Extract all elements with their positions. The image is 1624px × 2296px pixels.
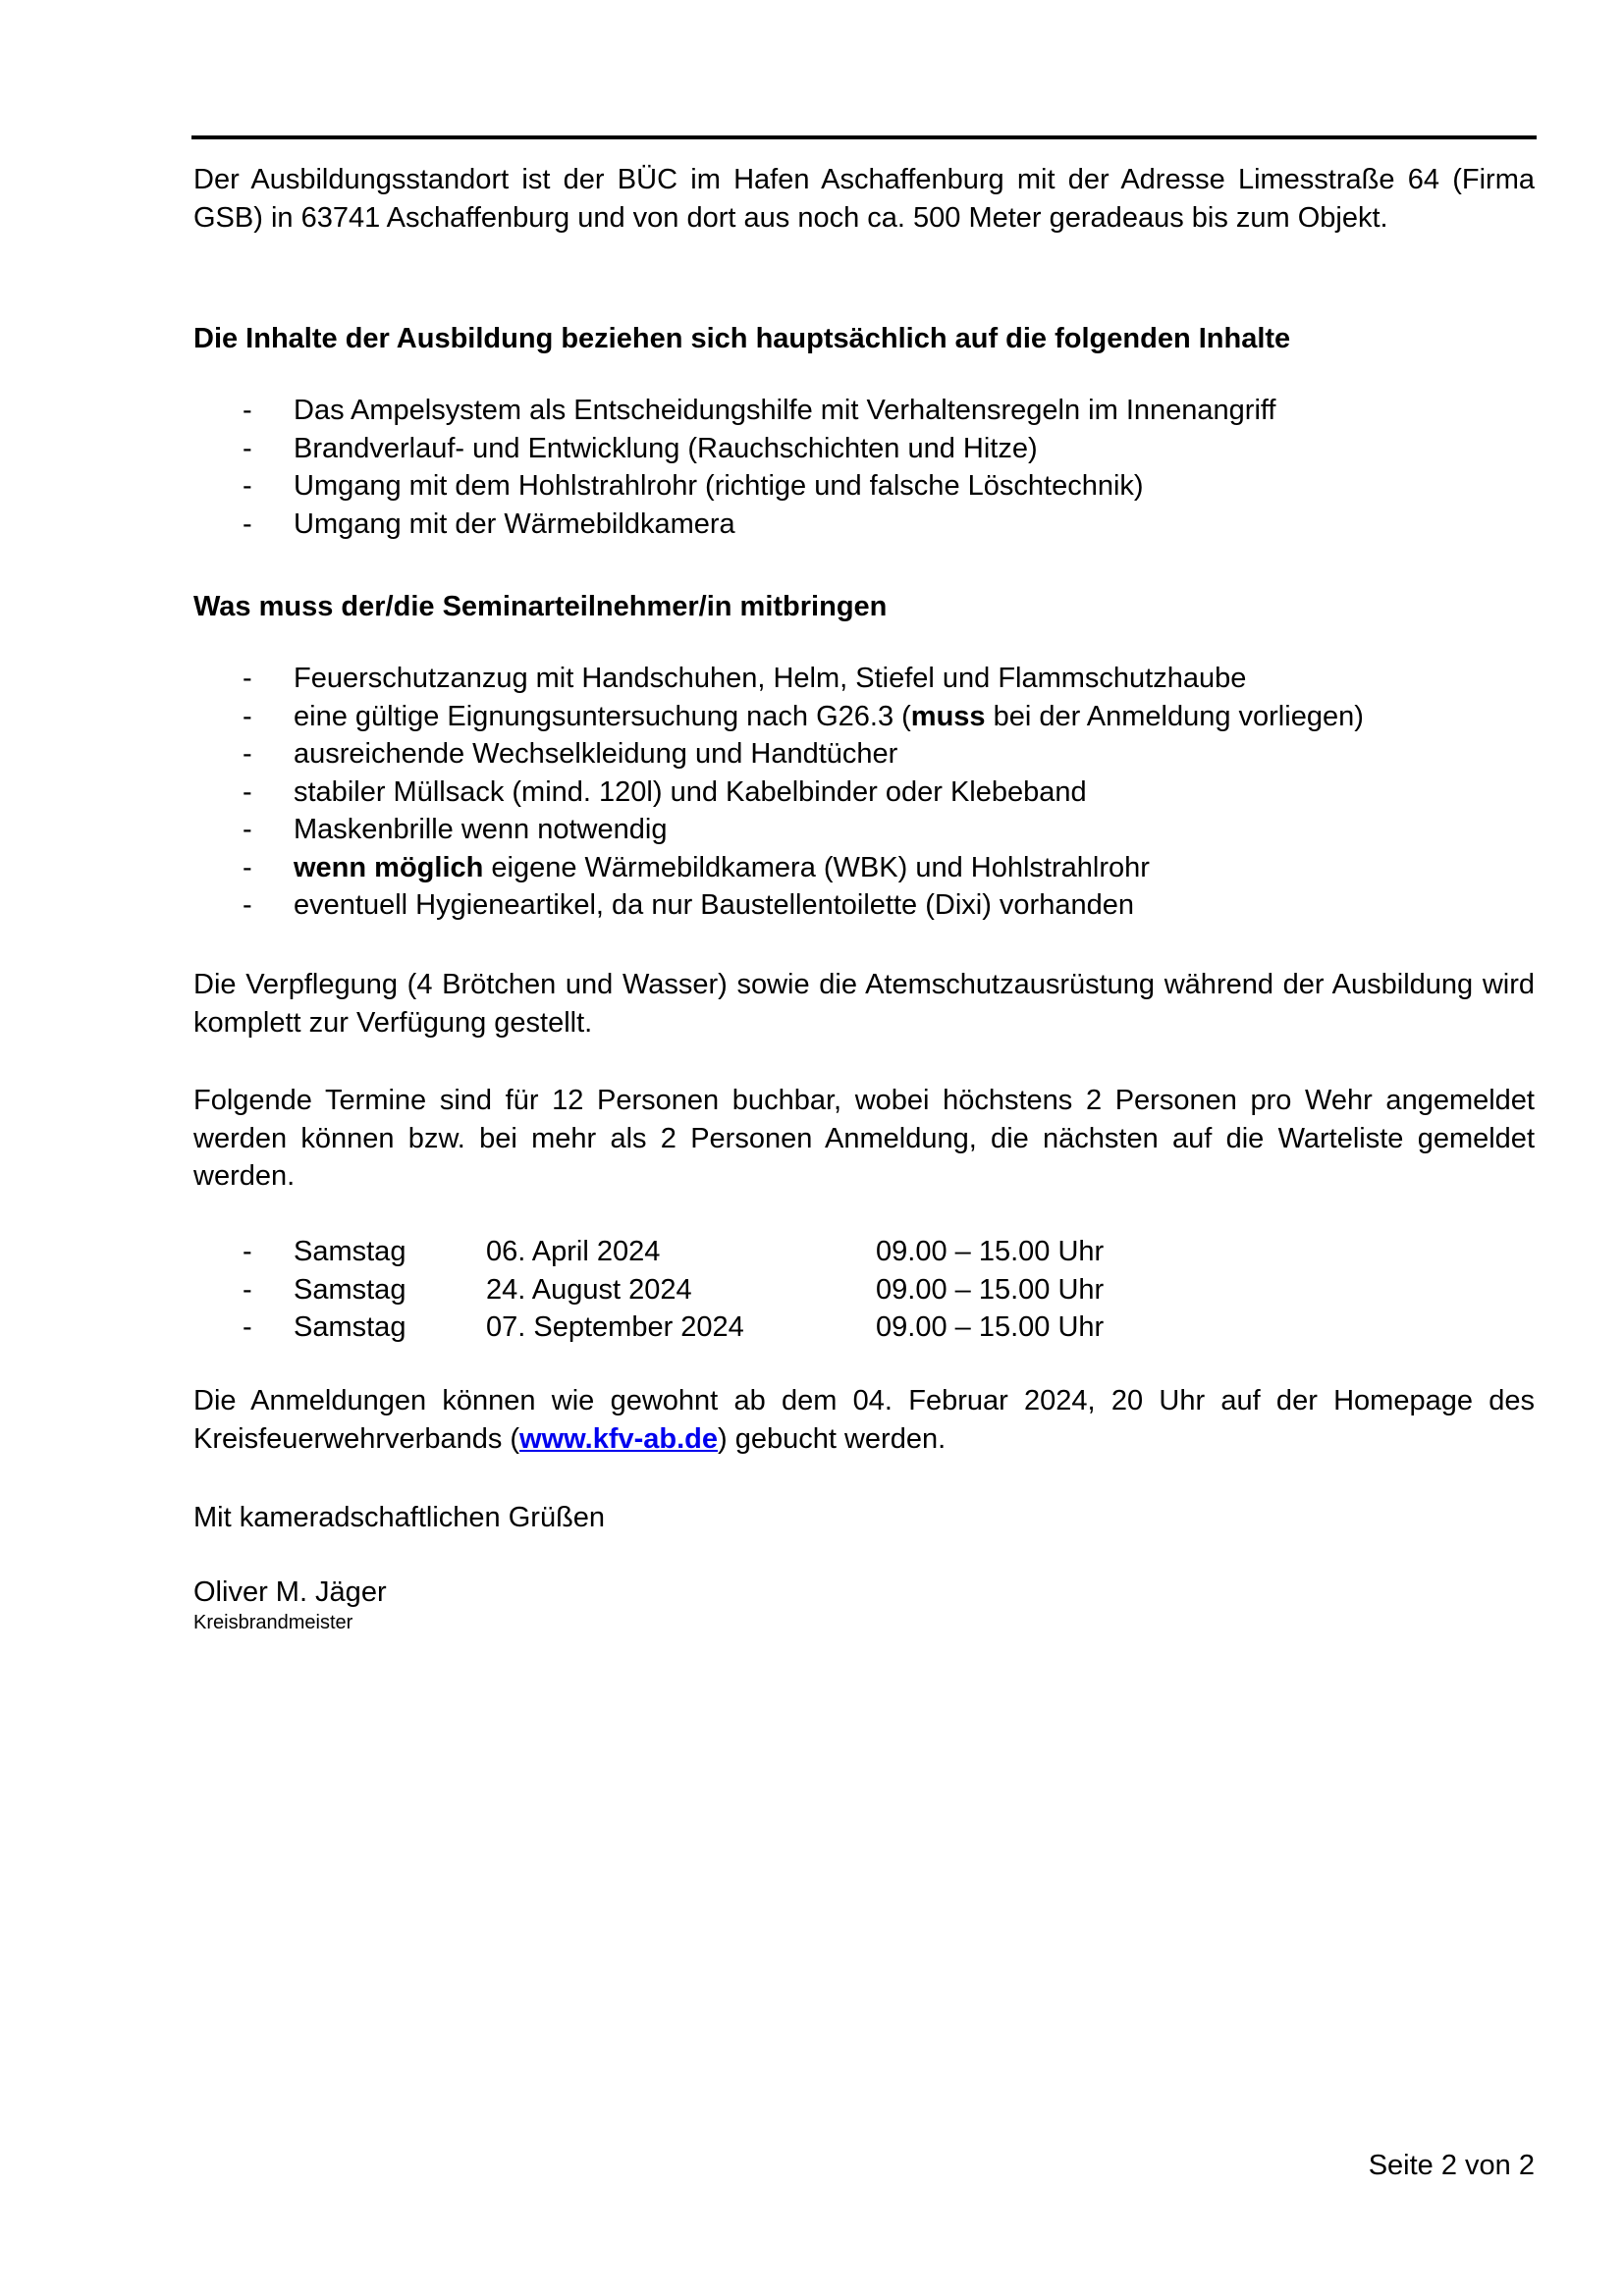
dash-bullet: - [243,851,252,883]
signature-name: Oliver M. Jäger [193,1576,387,1608]
dash-bullet: - [243,1236,252,1267]
bring-list [193,660,1535,925]
dash-bullet: - [243,432,252,464]
emphasis-wenn-moeglich: wenn möglich [294,851,484,883]
date-time: 09.00 – 15.00 Uhr [876,1236,1105,1267]
closing-text: Mit kameradschaftlichen Grüßen [193,1502,606,1533]
date-day: Samstag [294,1273,406,1306]
bring-heading: Was muss der/die Seminarteilnehmer/in mitbringen [193,591,888,622]
list-item: - ausreichende Wechselkleidung und Handtücher [193,735,1535,774]
dash-bullet: - [243,738,252,770]
dash-bullet: - [243,395,252,426]
dash-bullet: - [243,507,252,540]
catering-paragraph: Die Verpflegung (4 Brötchen und Wasser) sowie die Atemschutzausrüstung während der Ausbildung wird komplett zur Verfügung gestellt. [193,969,1535,1039]
date-day: Samstag [294,1311,406,1343]
location-paragraph: Der Ausbildungsstandort ist der BÜC im Hafen Aschaffenburg mit der Adresse Limesstraße 64 (Firma GSB) in 63741 Aschaffenburg und von dort aus noch ca. 500 Meter geradeaus bis zum Objekt. [193,164,1535,234]
list-item: - Feuerschutzanzug mit Handschuhen, Helm, Stiefel und Flammschutzhaube [193,660,1535,698]
signature-role: Kreisbrandmeister [193,1612,353,1633]
list-item: - Das Ampelsystem als Entscheidungshilfe mit Verhaltensregeln im Innenangriff [193,392,1535,430]
dash-bullet: - [243,889,252,921]
dash-bullet: - [243,470,252,502]
list-item: - Brandverlauf- und Entwicklung (Rauchschichten und Hitze) [193,430,1535,468]
list-item: - eine gültige Eignungsuntersuchung nach G26.3 (muss bei der Anmeldung vorliegen) [193,698,1535,736]
date-date: 06. April 2024 [486,1236,661,1267]
list-item: - Umgang mit der Wärmebildkamera [193,506,1535,544]
list-item: - stabiler Müllsack (mind. 120l) und Kabelbinder oder Klebeband [193,774,1535,812]
registration-paragraph: Die Anmeldungen können wie gewohnt ab dem 04. Februar 2024, 20 Uhr auf der Homepage des Kreisfeuerwehrverbands (www.kfv-ab.de) gebucht werden. [193,1385,1535,1455]
date-date: 24. August 2024 [486,1273,692,1306]
dash-bullet: - [243,814,252,845]
contents-heading: Die Inhalte der Ausbildung beziehen sich hauptsächlich auf die folgenden Inhalte [193,323,1291,354]
dash-bullet: - [243,775,252,808]
header-rule [191,135,1537,139]
dates-intro-paragraph: Folgende Termine sind für 12 Personen buchbar, wobei höchstens 2 Personen pro Wehr angemeldet werden können bzw. bei mehr als 2 Personen Anmeldung, die nächsten auf die Warteliste gemeldet werden. [193,1085,1535,1192]
date-date: 07. September 2024 [486,1311,744,1343]
date-time: 09.00 – 15.00 Uhr [876,1273,1105,1306]
dash-bullet: - [243,700,252,732]
dash-bullet: - [243,1273,252,1306]
date-day: Samstag [294,1236,406,1267]
dash-bullet: - [243,1311,252,1343]
list-item: - eventuell Hygieneartikel, da nur Baustellentoilette (Dixi) vorhanden [193,886,1535,925]
dates-list [193,1233,1535,1347]
dash-bullet: - [243,663,252,694]
kfv-homepage-link[interactable]: www.kfv-ab.de [519,1422,719,1455]
date-row [193,1271,1535,1309]
contents-list [193,392,1535,543]
list-item: - Umgang mit dem Hohlstrahlrohr (richtige und falsche Löschtechnik) [193,467,1535,506]
date-time: 09.00 – 15.00 Uhr [876,1311,1105,1343]
date-row [193,1308,1535,1347]
list-item: - wenn möglich eigene Wärmebildkamera (WBK) und Hohlstrahlrohr [193,849,1535,887]
list-item: - Maskenbrille wenn notwendig [193,811,1535,849]
emphasis-muss: muss [910,700,986,732]
page-number: Seite 2 von 2 [1368,2150,1535,2181]
date-row [193,1233,1535,1271]
